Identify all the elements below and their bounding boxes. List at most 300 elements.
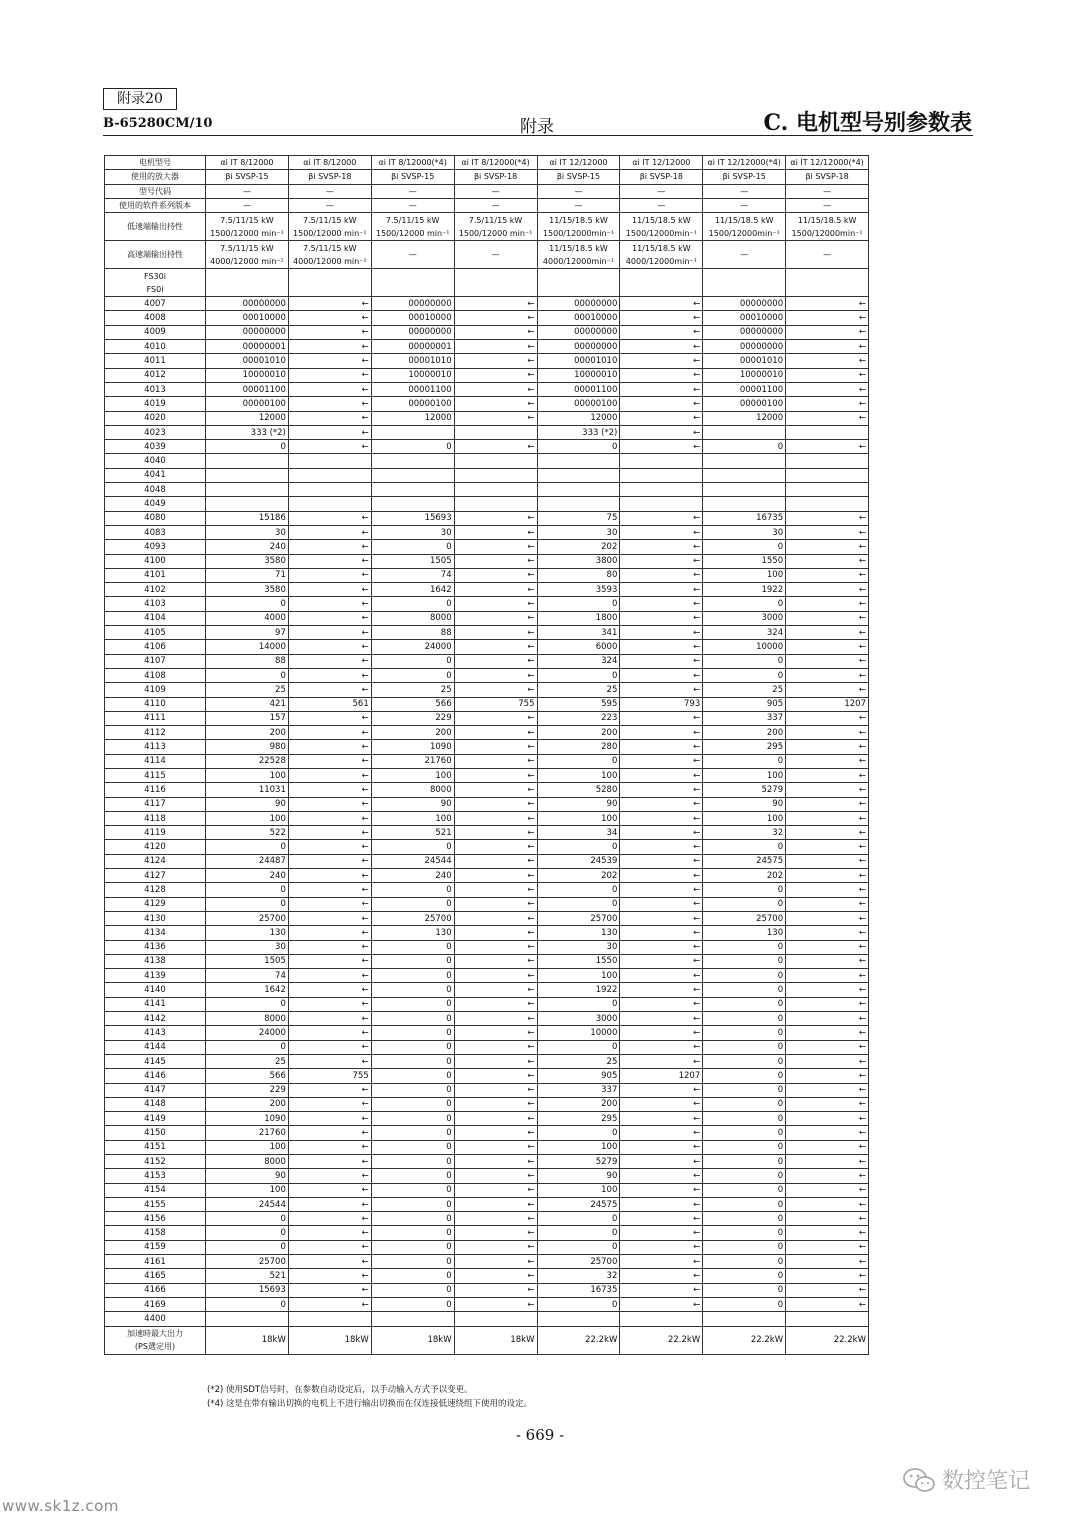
row-label: FS30i FS0i — [105, 269, 206, 297]
param-value: 25 — [206, 683, 289, 697]
param-value: 30 — [206, 940, 289, 954]
param-number: 4156 — [105, 1212, 206, 1226]
param-value: 0 — [703, 940, 786, 954]
param-value: ← — [620, 354, 703, 368]
param-value — [537, 483, 620, 497]
param-value: 00001100 — [371, 382, 454, 396]
header-cell: αi IT 8/12000(*4) — [371, 156, 454, 170]
param-value: ← — [620, 626, 703, 640]
table-row — [105, 654, 869, 668]
param-value: 0 — [703, 1169, 786, 1183]
param-number: 4010 — [105, 340, 206, 354]
param-value: 0 — [703, 1112, 786, 1126]
param-value: ← — [454, 1112, 537, 1126]
param-value: 1922 — [703, 583, 786, 597]
param-value: 0 — [371, 540, 454, 554]
table-row — [105, 440, 869, 454]
param-value: 00010000 — [703, 311, 786, 325]
param-value: 0 — [703, 1226, 786, 1240]
param-number: 4117 — [105, 797, 206, 811]
param-value: ← — [454, 1169, 537, 1183]
page-title: C. 电机型号别参数表 — [763, 110, 972, 136]
param-value: 0 — [703, 883, 786, 897]
param-number: 4113 — [105, 740, 206, 754]
param-value: 00001100 — [206, 382, 289, 396]
param-value: 00001010 — [703, 354, 786, 368]
param-value — [371, 497, 454, 511]
param-value: 00000000 — [371, 297, 454, 311]
param-value: 24000 — [371, 640, 454, 654]
param-value: 980 — [206, 740, 289, 754]
param-value: ← — [454, 397, 537, 411]
table-row — [105, 926, 869, 940]
header-cell: — — [288, 184, 371, 198]
param-number: 4011 — [105, 354, 206, 368]
param-value: ← — [786, 411, 869, 425]
param-value: 0 — [537, 668, 620, 682]
param-value: ← — [620, 425, 703, 439]
param-value: ← — [786, 726, 869, 740]
param-value: 25700 — [206, 911, 289, 925]
param-value: 30 — [206, 525, 289, 539]
param-value: 00000001 — [206, 340, 289, 354]
param-value: 00000100 — [371, 397, 454, 411]
header-cell: 11/15/18.5 kW 4000/12000min⁻¹ — [620, 241, 703, 269]
param-value: 755 — [288, 1069, 371, 1083]
param-value — [206, 1312, 289, 1326]
table-row — [105, 311, 869, 325]
param-number: 4158 — [105, 1226, 206, 1240]
table-row — [105, 940, 869, 954]
param-value: ← — [454, 1283, 537, 1297]
param-value: ← — [288, 440, 371, 454]
param-value: ← — [620, 568, 703, 582]
param-value: ← — [288, 1226, 371, 1240]
param-value: 0 — [703, 540, 786, 554]
param-number: 4152 — [105, 1155, 206, 1169]
param-value: ← — [786, 1026, 869, 1040]
param-value: ← — [620, 1040, 703, 1054]
max-output-cell: 18kW — [371, 1326, 454, 1354]
table-row — [105, 297, 869, 311]
param-value: 74 — [206, 969, 289, 983]
param-value: ← — [620, 368, 703, 382]
table-row — [105, 754, 869, 768]
param-number: 4104 — [105, 611, 206, 625]
param-value: ← — [454, 1212, 537, 1226]
param-value — [454, 497, 537, 511]
param-value: ← — [454, 897, 537, 911]
param-value: ← — [620, 1169, 703, 1183]
table-row — [105, 1069, 869, 1083]
param-value: 12000 — [703, 411, 786, 425]
param-value: 1642 — [206, 983, 289, 997]
param-value: ← — [786, 1054, 869, 1068]
param-value: 0 — [703, 1183, 786, 1197]
param-value: 25 — [537, 683, 620, 697]
param-value — [537, 497, 620, 511]
param-value: 25700 — [537, 911, 620, 925]
table-row — [105, 368, 869, 382]
param-value: ← — [620, 511, 703, 525]
param-number: 4083 — [105, 525, 206, 539]
param-value: ← — [454, 583, 537, 597]
param-value: 0 — [371, 1069, 454, 1083]
param-value: 3580 — [206, 554, 289, 568]
param-value: 8000 — [371, 783, 454, 797]
param-number: 4114 — [105, 754, 206, 768]
param-value: 90 — [537, 1169, 620, 1183]
param-value: ← — [454, 683, 537, 697]
row-label: 使用的软件系列版本 — [105, 198, 206, 212]
param-value: ← — [288, 583, 371, 597]
param-value: ← — [620, 983, 703, 997]
param-value: ← — [786, 840, 869, 854]
param-number: 4019 — [105, 397, 206, 411]
table-row — [105, 854, 869, 868]
param-value: ← — [786, 768, 869, 782]
param-value: 1207 — [620, 1069, 703, 1083]
param-value: 12000 — [537, 411, 620, 425]
param-value: ← — [288, 926, 371, 940]
param-value: 100 — [537, 1140, 620, 1154]
param-value: 16735 — [537, 1283, 620, 1297]
table-row — [105, 1054, 869, 1068]
param-value: 0 — [703, 1126, 786, 1140]
param-value: ← — [288, 597, 371, 611]
param-number: 4154 — [105, 1183, 206, 1197]
table-row — [105, 1197, 869, 1211]
table-row — [105, 869, 869, 883]
param-value: ← — [620, 297, 703, 311]
param-value — [703, 1312, 786, 1326]
param-value: ← — [620, 883, 703, 897]
param-value: 0 — [703, 1069, 786, 1083]
param-value: 0 — [537, 1040, 620, 1054]
param-value: 10000010 — [206, 368, 289, 382]
param-value: ← — [288, 1126, 371, 1140]
param-value: 100 — [206, 768, 289, 782]
param-value — [288, 468, 371, 482]
param-value: 0 — [371, 969, 454, 983]
param-value: 30 — [537, 940, 620, 954]
table-row — [105, 969, 869, 983]
table-header-row — [105, 269, 869, 297]
param-value: ← — [786, 397, 869, 411]
param-value: ← — [620, 969, 703, 983]
param-number: 4118 — [105, 811, 206, 825]
header-cell: — — [454, 198, 537, 212]
param-value: ← — [620, 1012, 703, 1026]
param-value — [620, 454, 703, 468]
param-number: 4144 — [105, 1040, 206, 1054]
header-cell: βi SVSP-15 — [703, 170, 786, 184]
param-value: 00000000 — [537, 297, 620, 311]
param-value: ← — [620, 997, 703, 1011]
row-label: 加速時最大出力 (PS選定用) — [105, 1326, 206, 1354]
param-value: 00000100 — [703, 397, 786, 411]
param-value: 595 — [537, 697, 620, 711]
param-value: ← — [454, 726, 537, 740]
header-cell: 7.5/11/15 kW 4000/12000 min⁻¹ — [206, 241, 289, 269]
param-value: ← — [454, 911, 537, 925]
param-value: 100 — [371, 811, 454, 825]
header-cell: 7.5/11/15 kW 4000/12000 min⁻¹ — [288, 241, 371, 269]
param-value: 229 — [371, 711, 454, 725]
param-number: 4120 — [105, 840, 206, 854]
param-value: 24487 — [206, 854, 289, 868]
param-value: ← — [288, 668, 371, 682]
param-value: 0 — [371, 1112, 454, 1126]
param-number: 4134 — [105, 926, 206, 940]
param-value: 74 — [371, 568, 454, 582]
param-value: 10000010 — [371, 368, 454, 382]
param-value: 200 — [206, 1097, 289, 1111]
param-value: 25700 — [703, 911, 786, 925]
param-value: ← — [454, 568, 537, 582]
header-cell: — — [703, 241, 786, 269]
param-value — [786, 483, 869, 497]
param-value: 0 — [703, 1212, 786, 1226]
param-value — [371, 425, 454, 439]
param-value: 32 — [537, 1269, 620, 1283]
param-value: ← — [288, 754, 371, 768]
param-value: 0 — [206, 1212, 289, 1226]
param-value — [620, 483, 703, 497]
header-cell — [371, 269, 454, 297]
param-value: ← — [454, 869, 537, 883]
param-value: 0 — [206, 883, 289, 897]
param-value: ← — [454, 540, 537, 554]
table-row — [105, 997, 869, 1011]
table-row — [105, 1169, 869, 1183]
param-number: 4013 — [105, 382, 206, 396]
table-row — [105, 1240, 869, 1254]
param-value: 0 — [703, 954, 786, 968]
param-value: ← — [454, 1297, 537, 1311]
param-value: 240 — [206, 540, 289, 554]
param-value: 88 — [206, 654, 289, 668]
param-value: ← — [786, 1069, 869, 1083]
param-value: 202 — [703, 869, 786, 883]
param-value: ← — [620, 1097, 703, 1111]
site-watermark: www.sk1z.com — [2, 1497, 119, 1515]
table-row — [105, 583, 869, 597]
param-value: 0 — [371, 1140, 454, 1154]
param-value: 6000 — [537, 640, 620, 654]
param-value: ← — [620, 440, 703, 454]
table-row — [105, 811, 869, 825]
param-value: 130 — [371, 926, 454, 940]
param-value — [620, 468, 703, 482]
param-value: ← — [620, 826, 703, 840]
param-value: 14000 — [206, 640, 289, 654]
param-value: ← — [620, 1240, 703, 1254]
param-value: ← — [620, 1155, 703, 1169]
param-value: 00001010 — [371, 354, 454, 368]
param-value: 15186 — [206, 511, 289, 525]
header-cell: βi SVSP-18 — [454, 170, 537, 184]
param-value: 80 — [537, 568, 620, 582]
param-value: 71 — [206, 568, 289, 582]
param-number: 4124 — [105, 854, 206, 868]
param-value: ← — [288, 854, 371, 868]
param-number: 4020 — [105, 411, 206, 425]
param-value: ← — [288, 983, 371, 997]
param-value: 0 — [371, 1040, 454, 1054]
param-number: 4007 — [105, 297, 206, 311]
param-number: 4146 — [105, 1069, 206, 1083]
param-value: ← — [454, 597, 537, 611]
param-value: ← — [786, 568, 869, 582]
param-number: 4040 — [105, 454, 206, 468]
row-label: 电机型号 — [105, 156, 206, 170]
param-value: ← — [454, 1240, 537, 1254]
param-value: 00001100 — [537, 382, 620, 396]
param-value: ← — [454, 711, 537, 725]
header-cell: — — [703, 198, 786, 212]
param-value — [206, 468, 289, 482]
table-header-row — [105, 213, 869, 241]
param-value: 0 — [371, 1183, 454, 1197]
param-value: 0 — [371, 1212, 454, 1226]
param-value: ← — [786, 583, 869, 597]
param-value: ← — [454, 1097, 537, 1111]
param-value: 202 — [537, 869, 620, 883]
header-cell — [454, 269, 537, 297]
param-value: ← — [786, 740, 869, 754]
param-value: 12000 — [371, 411, 454, 425]
header-cell: αi IT 8/12000 — [206, 156, 289, 170]
param-value: ← — [786, 1226, 869, 1240]
param-value: ← — [454, 654, 537, 668]
table-row — [105, 626, 869, 640]
param-value: ← — [288, 1083, 371, 1097]
param-value: ← — [786, 826, 869, 840]
param-value: 280 — [537, 740, 620, 754]
table-row — [105, 883, 869, 897]
param-value: ← — [620, 940, 703, 954]
param-value: ← — [786, 354, 869, 368]
param-value — [537, 454, 620, 468]
param-value: ← — [454, 1040, 537, 1054]
param-value: 0 — [537, 1226, 620, 1240]
param-value: ← — [288, 911, 371, 925]
param-value: ← — [786, 1155, 869, 1169]
table-row — [105, 1140, 869, 1154]
param-number: 4140 — [105, 983, 206, 997]
param-value — [288, 454, 371, 468]
param-value: 0 — [206, 597, 289, 611]
table-row — [105, 783, 869, 797]
param-value: 21760 — [371, 754, 454, 768]
param-value — [786, 1312, 869, 1326]
header-cell: — — [786, 184, 869, 198]
param-value: ← — [454, 1069, 537, 1083]
param-value: 25 — [371, 683, 454, 697]
param-number: 4139 — [105, 969, 206, 983]
param-number: 4400 — [105, 1312, 206, 1326]
param-value: ← — [620, 554, 703, 568]
param-number: 4108 — [105, 668, 206, 682]
param-value: 0 — [703, 654, 786, 668]
param-value: ← — [786, 1269, 869, 1283]
table-row — [105, 768, 869, 782]
param-value: 0 — [371, 983, 454, 997]
param-number: 4106 — [105, 640, 206, 654]
param-value: ← — [786, 668, 869, 682]
table-row — [105, 1269, 869, 1283]
param-value: 0 — [703, 754, 786, 768]
header-cell — [703, 269, 786, 297]
param-number: 4008 — [105, 311, 206, 325]
header-cell: βi SVSP-18 — [288, 170, 371, 184]
table-row — [105, 1012, 869, 1026]
param-value — [786, 425, 869, 439]
param-value: ← — [288, 1097, 371, 1111]
table-row — [105, 340, 869, 354]
param-number: 4093 — [105, 540, 206, 554]
param-value: ← — [454, 1155, 537, 1169]
param-value: ← — [786, 883, 869, 897]
param-value: 295 — [703, 740, 786, 754]
param-value: ← — [454, 1255, 537, 1269]
param-value: 0 — [703, 440, 786, 454]
param-number: 4141 — [105, 997, 206, 1011]
param-value: ← — [454, 340, 537, 354]
header-cell: — — [454, 241, 537, 269]
param-value: ← — [288, 397, 371, 411]
param-value: 0 — [703, 668, 786, 682]
param-value: ← — [288, 869, 371, 883]
param-value: ← — [454, 969, 537, 983]
param-value — [454, 468, 537, 482]
param-value: ← — [620, 654, 703, 668]
param-value: 0 — [703, 1269, 786, 1283]
param-value: ← — [620, 1112, 703, 1126]
param-value: 00000001 — [371, 340, 454, 354]
param-value: ← — [786, 1183, 869, 1197]
param-value: 0 — [371, 597, 454, 611]
param-value: ← — [620, 683, 703, 697]
param-value — [371, 454, 454, 468]
param-value: 75 — [537, 511, 620, 525]
param-value: ← — [620, 726, 703, 740]
table-row — [105, 1026, 869, 1040]
param-value: ← — [786, 597, 869, 611]
param-value: ← — [786, 997, 869, 1011]
param-value: 3593 — [537, 583, 620, 597]
param-value: 25700 — [206, 1255, 289, 1269]
table-row — [105, 1183, 869, 1197]
table-row — [105, 1255, 869, 1269]
param-number: 4112 — [105, 726, 206, 740]
param-value: 0 — [371, 1255, 454, 1269]
param-value: 0 — [371, 1026, 454, 1040]
param-value: 0 — [703, 1297, 786, 1311]
param-value: ← — [454, 1083, 537, 1097]
header-cell — [288, 269, 371, 297]
param-value — [371, 1312, 454, 1326]
param-value: 32 — [703, 826, 786, 840]
param-value: ← — [454, 1012, 537, 1026]
param-value: 0 — [703, 1155, 786, 1169]
param-value: 0 — [371, 1083, 454, 1097]
param-value: ← — [288, 1155, 371, 1169]
table-row — [105, 425, 869, 439]
param-value: 0 — [371, 1054, 454, 1068]
param-value: ← — [288, 740, 371, 754]
